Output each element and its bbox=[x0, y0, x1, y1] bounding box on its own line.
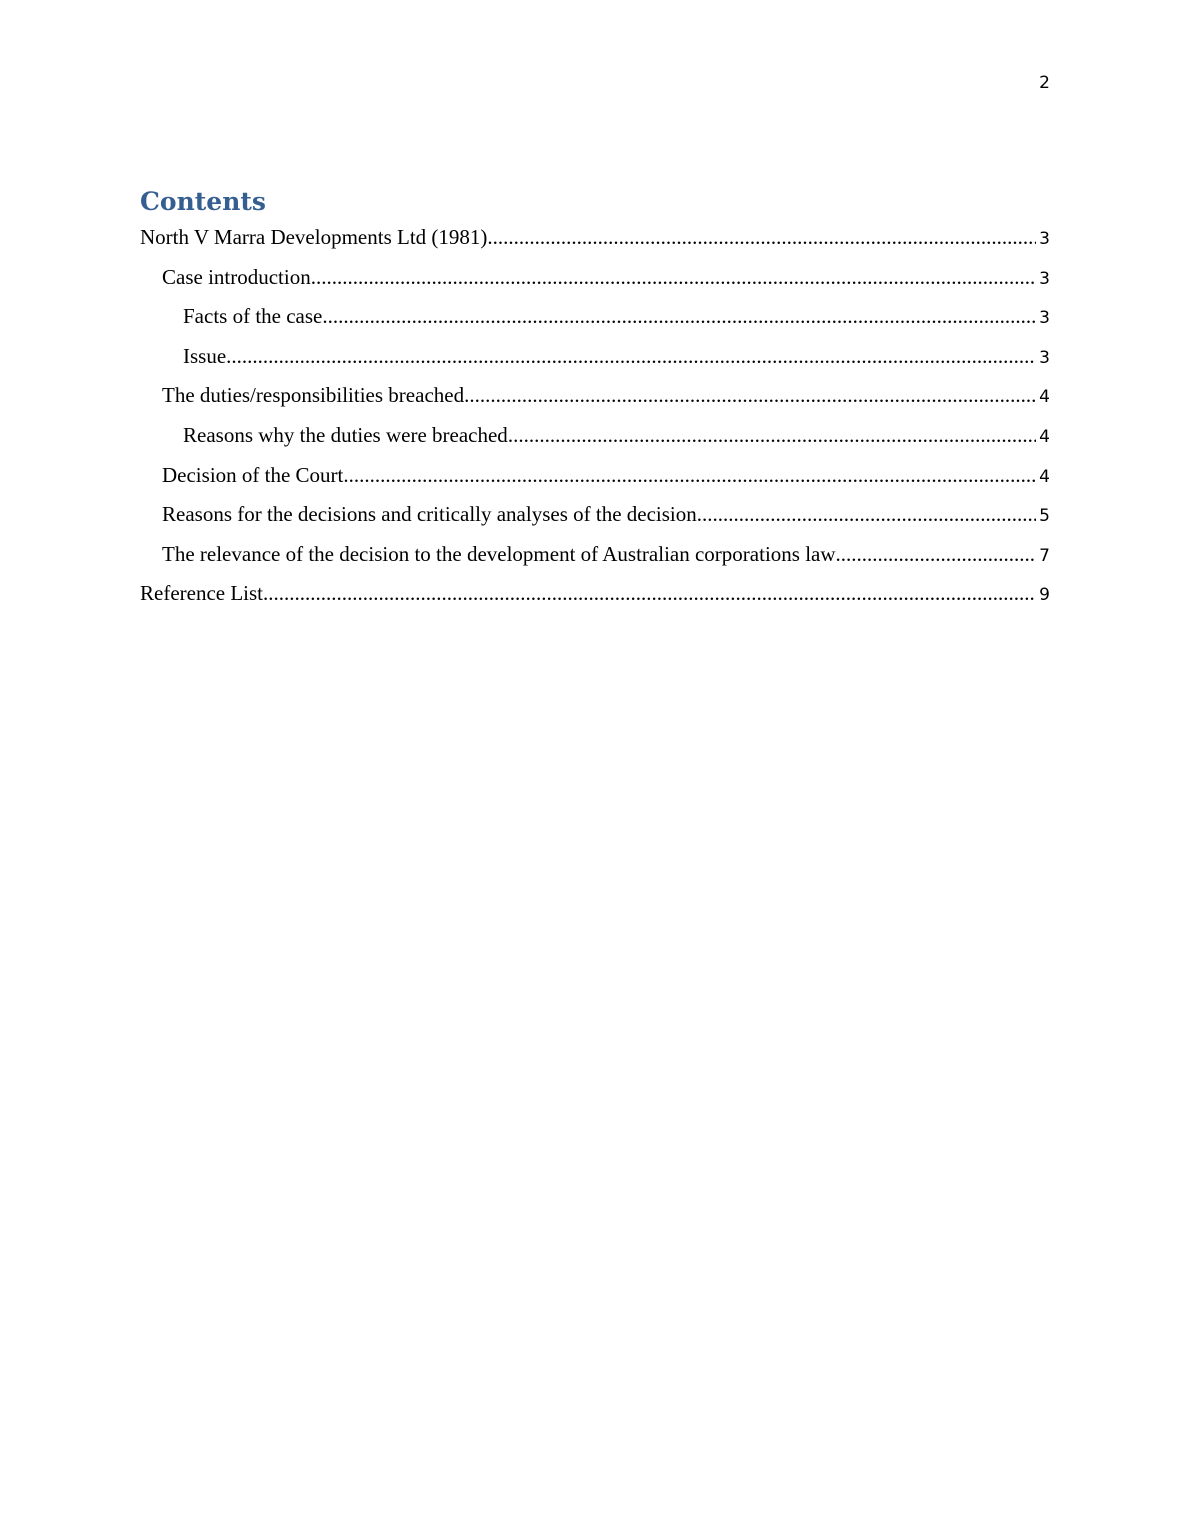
dot-leader bbox=[464, 382, 1036, 408]
dot-leader bbox=[697, 501, 1036, 527]
dot-leader bbox=[508, 422, 1036, 448]
toc-entry-relevance-of-decision[interactable] bbox=[140, 541, 1050, 567]
toc-entry-north-v-marra[interactable] bbox=[140, 224, 1050, 250]
toc-entry-label: Case introduction bbox=[162, 264, 311, 289]
toc-entry-decision-of-the-court[interactable] bbox=[140, 462, 1050, 488]
toc-entry-label: Reference List bbox=[140, 581, 264, 606]
toc-entry-label: Reasons why the duties were breached bbox=[183, 423, 508, 447]
toc-entry-page: 4 bbox=[1039, 387, 1050, 408]
toc-entry-label: The relevance of the decision to the development of Australian corporations law bbox=[162, 541, 836, 566]
toc-entry-label: The duties/responsibilities breached bbox=[162, 383, 465, 408]
toc-entry-facts-of-the-case[interactable] bbox=[140, 303, 1050, 329]
toc-entry-label: Facts of the case bbox=[183, 304, 323, 329]
toc-entry-page: 4 bbox=[1039, 427, 1050, 447]
toc-entry-page: 9 bbox=[1039, 585, 1050, 606]
toc-entry-issue[interactable] bbox=[140, 343, 1050, 369]
toc-entry-reference-list[interactable] bbox=[140, 580, 1050, 606]
toc-entry-case-introduction[interactable] bbox=[140, 264, 1050, 290]
dot-leader bbox=[836, 541, 1036, 567]
toc-entry-label: Decision of the Court bbox=[162, 462, 344, 487]
page-number: 2 bbox=[1039, 73, 1050, 93]
toc-entry-page: 3 bbox=[1039, 308, 1050, 329]
dot-leader bbox=[343, 462, 1036, 488]
toc-entry-label: Issue bbox=[183, 343, 227, 368]
toc-entry-reasons-for-decisions[interactable] bbox=[140, 501, 1050, 527]
toc-entry-page: 3 bbox=[1039, 268, 1050, 289]
toc-entry-page: 7 bbox=[1039, 545, 1050, 566]
dot-leader bbox=[322, 303, 1036, 329]
toc-entry-page: 3 bbox=[1039, 347, 1050, 368]
toc-entry-duties-breached[interactable] bbox=[140, 382, 1050, 408]
toc-entry-page: 4 bbox=[1039, 466, 1050, 487]
toc-entry-page: 5 bbox=[1039, 506, 1050, 527]
toc-entry-page: 3 bbox=[1039, 229, 1050, 249]
toc-entry-reasons-duties-breached[interactable] bbox=[140, 422, 1050, 448]
dot-leader bbox=[263, 580, 1036, 606]
dot-leader bbox=[487, 224, 1036, 250]
contents-heading: Contents bbox=[140, 187, 267, 216]
toc-entry-label: North V Marra Developments Ltd (1981) bbox=[140, 225, 488, 249]
toc-entry-label: Reasons for the decisions and critically analyses of the decision bbox=[162, 502, 697, 527]
dot-leader bbox=[226, 343, 1036, 369]
dot-leader bbox=[311, 264, 1036, 290]
